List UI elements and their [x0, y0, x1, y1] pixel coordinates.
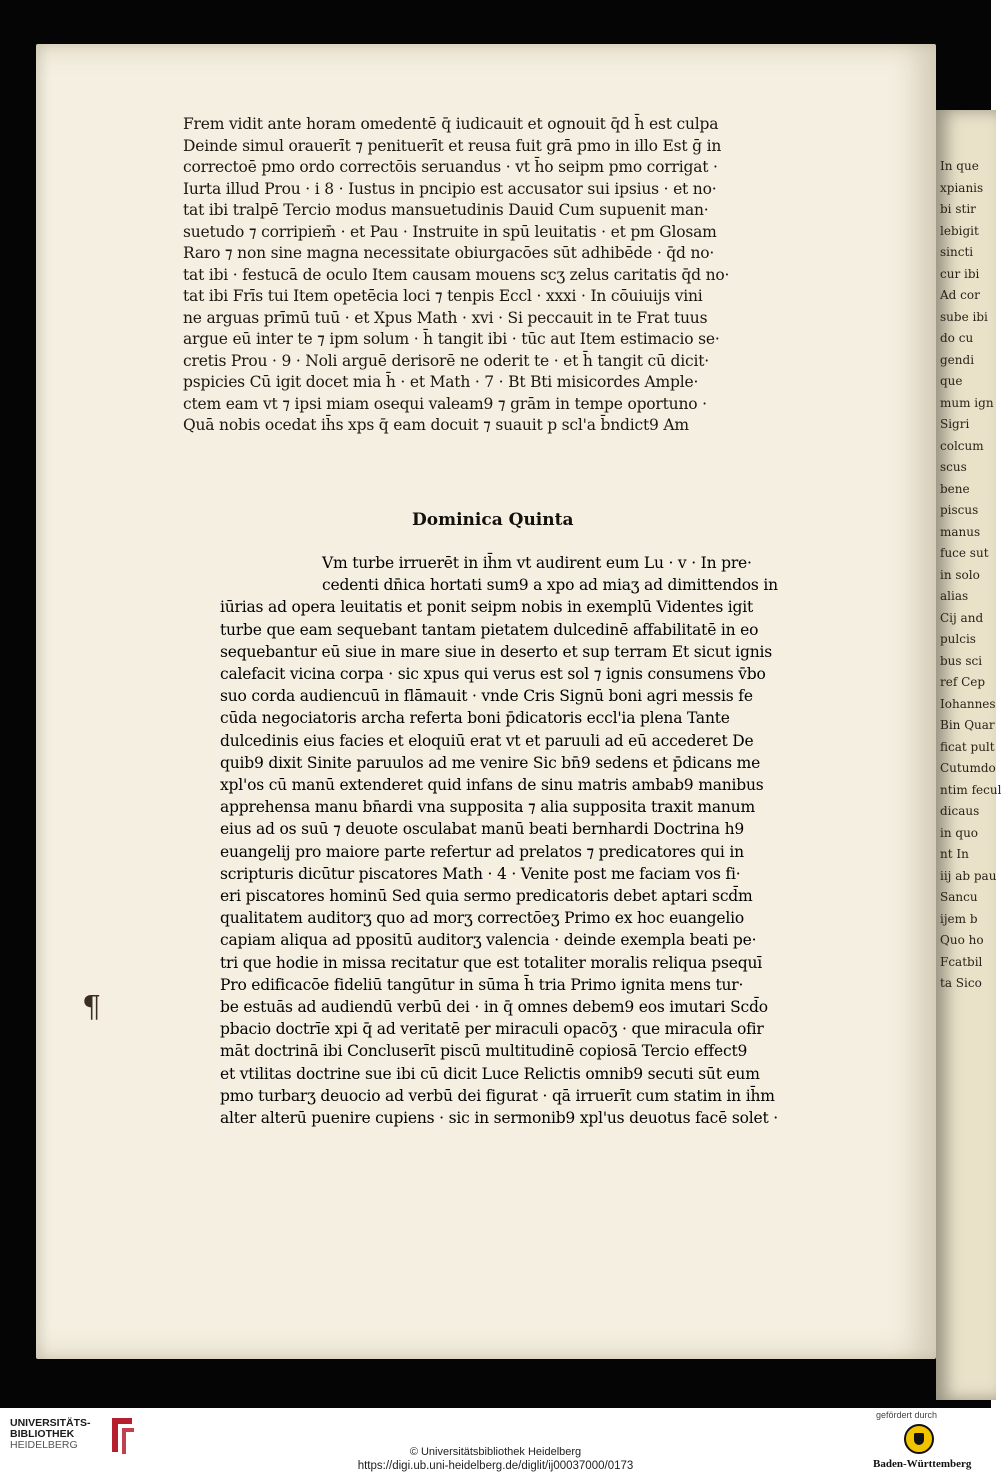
- text-line: suo corda audiencuū in flāmauit · vnde Cris Signū boni agri messis fe: [220, 687, 753, 706]
- facing-text-fragment: bene: [940, 481, 970, 496]
- text-line: pmo turbarʒ deuocio ad verbū dei figurat · qā irruerīt cum statim in ih̄m: [220, 1086, 775, 1105]
- text-line: Vm turbe irruerēt in ih̄m vt audirent eum Lu · v · In pre·: [322, 554, 752, 572]
- facing-text-fragment: scus: [940, 460, 967, 474]
- text-line: eri piscatores hominū Sed quia sermo predicatoris debet aptari scd̄m: [220, 887, 753, 906]
- text-line: calefacit vicina corpa · sic xpus qui verus est sol ⁊ ignis consumens v̄bo: [220, 665, 766, 684]
- section-heading: Dominica Quinta: [412, 510, 574, 530]
- facing-text-fragment: bus sci: [940, 653, 983, 668]
- facing-text-fragment: Cutumdo: [940, 761, 996, 775]
- facing-text-fragment: Ad cor: [940, 288, 980, 302]
- text-line: euangelij pro maiore parte refertur ad prelatos ⁊ predicatores qui in: [220, 842, 744, 861]
- text-line: qualitatem auditorʒ quo ad morʒ correctōeʒ Primo ex hoc euangelio: [220, 909, 745, 928]
- facing-text-fragment: lebigit: [940, 223, 979, 238]
- facing-text-fragment: xpianis: [940, 180, 984, 195]
- sponsor-label: gefördert durch: [876, 1410, 938, 1420]
- text-line: Deinde simul orauerīt ⁊ penituerīt et reusa fuit grā pmo in illo Est ḡ in: [183, 136, 722, 155]
- facing-page-edge: [936, 110, 1001, 1400]
- facing-text-fragment: Sigri: [940, 417, 970, 431]
- text-line: pbacio doctrīe xpi q̄ ad veritatē per miraculi opacōʒ · que miracula ofir: [220, 1020, 764, 1039]
- manuscript-page: [36, 44, 936, 1359]
- facing-text-fragment: in quo: [940, 825, 979, 840]
- facing-text-fragment: Sancu: [940, 890, 978, 904]
- text-line: Iurta illud Prou · i 8 · Iustus in pncipio est accusator sui ipsius · et no·: [183, 179, 717, 198]
- text-line: correctoē pmo ordo correctōis seruandus · vt h̄o seipm pmo corrigat ·: [183, 158, 718, 176]
- facing-text-fragment: que: [940, 374, 963, 388]
- facing-text-fragment: iij ab pau: [940, 868, 997, 883]
- facing-text-fragment: ta Sico: [940, 976, 982, 990]
- permalink-url[interactable]: https://digi.ub.uni-heidelberg.de/diglit/ij00037000/0173: [357, 1460, 634, 1472]
- facing-text-fragment: ijem b: [940, 911, 978, 926]
- footer-bar: [0, 1408, 991, 1474]
- facing-text-fragment: In que: [940, 159, 979, 173]
- text-line: dulcedinis eius facies et eloquiū erat vt et paruuli ad eū accederet De: [220, 731, 754, 750]
- facing-text-fragment: ntim fecul: [940, 782, 1001, 797]
- facing-text-fragment: mum ign: [940, 395, 994, 410]
- marginal-paragraph-mark: ¶: [82, 990, 102, 1025]
- text-line: ctem eam vt ⁊ ipsi miam osequi valeam9 ⁊ grām in tempe oportuno ·: [183, 394, 707, 413]
- text-line: Frem vidit ante horam omedentē q̄ iudicauit et ognouit q̄d h̄ est culpa: [183, 115, 719, 133]
- text-line: Pro edificacōe fideliū tangūtur in sūma h̄ tria Primo ignita mens tur·: [220, 975, 744, 994]
- facing-text-fragment: nt In: [940, 847, 969, 861]
- facing-text-fragment: fuce sut: [940, 546, 989, 560]
- facing-text-fragment: do cu: [940, 331, 974, 345]
- text-line: argue eū inter te ⁊ ipm solum · h̄ tangit ibi · tūc aut Item estimacio se·: [183, 330, 720, 348]
- text-line: alter alterū puenire cupiens · sic in sermonib9 xpl'us deuotus facē solet ·: [220, 1109, 778, 1128]
- facing-text-fragment: piscus: [940, 503, 979, 517]
- copyright-notice: © Universitätsbibliothek Heidelberg: [409, 1446, 582, 1458]
- lower-text-block: [220, 552, 840, 1129]
- facing-text-fragment: in solo: [940, 567, 980, 582]
- text-line: cretis Prou · 9 · Noli arguē derisorē ne oderit te · et h̄ tangit cū dicit·: [183, 351, 709, 370]
- text-line: tat ibi Frīs tui Item opetēcia loci ⁊ tenpis Eccl · xxxi · In cōuiuijs vini: [183, 287, 703, 305]
- facing-text-fragment: Cij and: [940, 610, 984, 625]
- facing-text-fragment: Fcatbil: [940, 954, 983, 969]
- text-line: turbe que eam sequebant tantam pietatem dulcedinē affabilitatē in eo: [220, 620, 759, 639]
- facing-text-fragment: cur ibi: [940, 266, 980, 281]
- text-line: Raro ⁊ non sine magna necessitate obiurgacōes sūt adhibēde · q̄d no·: [183, 244, 715, 262]
- text-line: pspicies Cū igit docet mia h̄ · et Math · 7 · Bt Bti misicordes Ample·: [183, 373, 699, 391]
- text-line: iūrias ad opera leuitatis et ponit seipm nobis in exemplū Videntes igit: [220, 598, 754, 617]
- facing-text-fragment: ficat pult: [940, 739, 995, 754]
- text-line: capiam aliqua ad ppositū auditorʒ valencia · deinde exempla beati pe·: [220, 931, 757, 950]
- text-line: scripturis dicūtur piscatores Math · 4 · Venite post me faciam vos fi·: [220, 864, 741, 883]
- text-line: et vtilitas doctrine sue ibi cū dicit Luce Relictis omnib9 secuti sūt eum: [220, 1064, 760, 1083]
- library-name-line2: BIBLIOTHEK: [10, 1428, 75, 1440]
- facing-text-fragment: pulcis: [940, 632, 976, 646]
- text-line: cūda negociatoris archa referta boni p̄dicatoris eccl'ia plena Tante: [220, 709, 730, 728]
- text-line: eius ad os suū ⁊ deuote osculabat manū beati bernhardi Doctrina h9: [220, 820, 745, 839]
- text-line: tat ibi · festucā de oculo Item causam mouens scʒ zelus caritatis q̄d no·: [183, 265, 730, 284]
- state-seal-icon: [904, 1424, 934, 1454]
- text-line: be estuās ad audiendū verbū dei · in q̄ omnes debem9 eos imutari Scd̄o: [220, 998, 768, 1017]
- facing-text-fragment: ref Cep: [940, 675, 986, 689]
- text-line: Quā nobis ocedat ih̄s xps q̄ eam docuit ⁊ suauit p scl'a b̄ndict9 Am: [183, 416, 689, 434]
- text-line: quib9 dixit Sinite paruulos ad me venire Sic bn̄9 sedens et p̄dicans me: [220, 753, 761, 772]
- text-line: suetudo ⁊ corripiem̄ · et Pau · Instruite in spū leuitatis · et pm Glosam: [183, 222, 717, 241]
- facing-text-fragment: gendi: [940, 352, 975, 367]
- library-name-line3: HEIDELBERG: [10, 1439, 78, 1451]
- upper-text-block: [183, 114, 828, 437]
- facing-page-text: [936, 110, 1001, 995]
- text-line: xpl'os cū manū extenderet quid infans de sinu matris ambab9 manibus: [220, 776, 764, 795]
- facing-text-fragment: Bin Quar: [940, 718, 995, 732]
- text-line: sequebantur eū siue in mare siue in deserto et sup terram Et sicut ignis: [220, 642, 773, 661]
- text-line: tat ibi tralpē Tercio modus mansuetudinis Dauid Cum supuenit man·: [183, 201, 709, 219]
- facing-text-fragment: sincti: [940, 245, 974, 259]
- facing-text-fragment: sube ibi: [940, 309, 988, 324]
- facing-text-fragment: Quo ho: [940, 933, 984, 947]
- text-line: māt doctrinā ibi Concluserīt piscū multitudinē copiosā Tercio effect9: [220, 1042, 748, 1061]
- facing-text-fragment: dicaus: [940, 804, 980, 818]
- facing-text-fragment: Iohannes: [940, 696, 996, 711]
- text-line: apprehensa manu bn̄ardi vna supposita ⁊ alia supposita traxit manum: [220, 798, 755, 817]
- facing-text-fragment: manus: [940, 524, 981, 539]
- text-line: tri que hodie in missa recitatur que est totaliter moralis reliqua psequī: [220, 953, 762, 972]
- facing-text-fragment: colcum: [940, 438, 984, 453]
- facing-text-fragment: alias: [940, 589, 969, 603]
- text-line: ne arguas prīmū tuū · et Xpus Math · xvi · Si peccauit in te Frat tuus: [183, 308, 708, 327]
- text-line: cedenti dn̄ica hortati sum9 a xpo ad miaʒ ad dimittendos in: [322, 576, 778, 595]
- sponsor-name: Baden-Württemberg: [873, 1458, 972, 1470]
- library-name-line1: UNIVERSITÄTS-: [10, 1417, 91, 1429]
- facing-text-fragment: bi stir: [940, 202, 976, 216]
